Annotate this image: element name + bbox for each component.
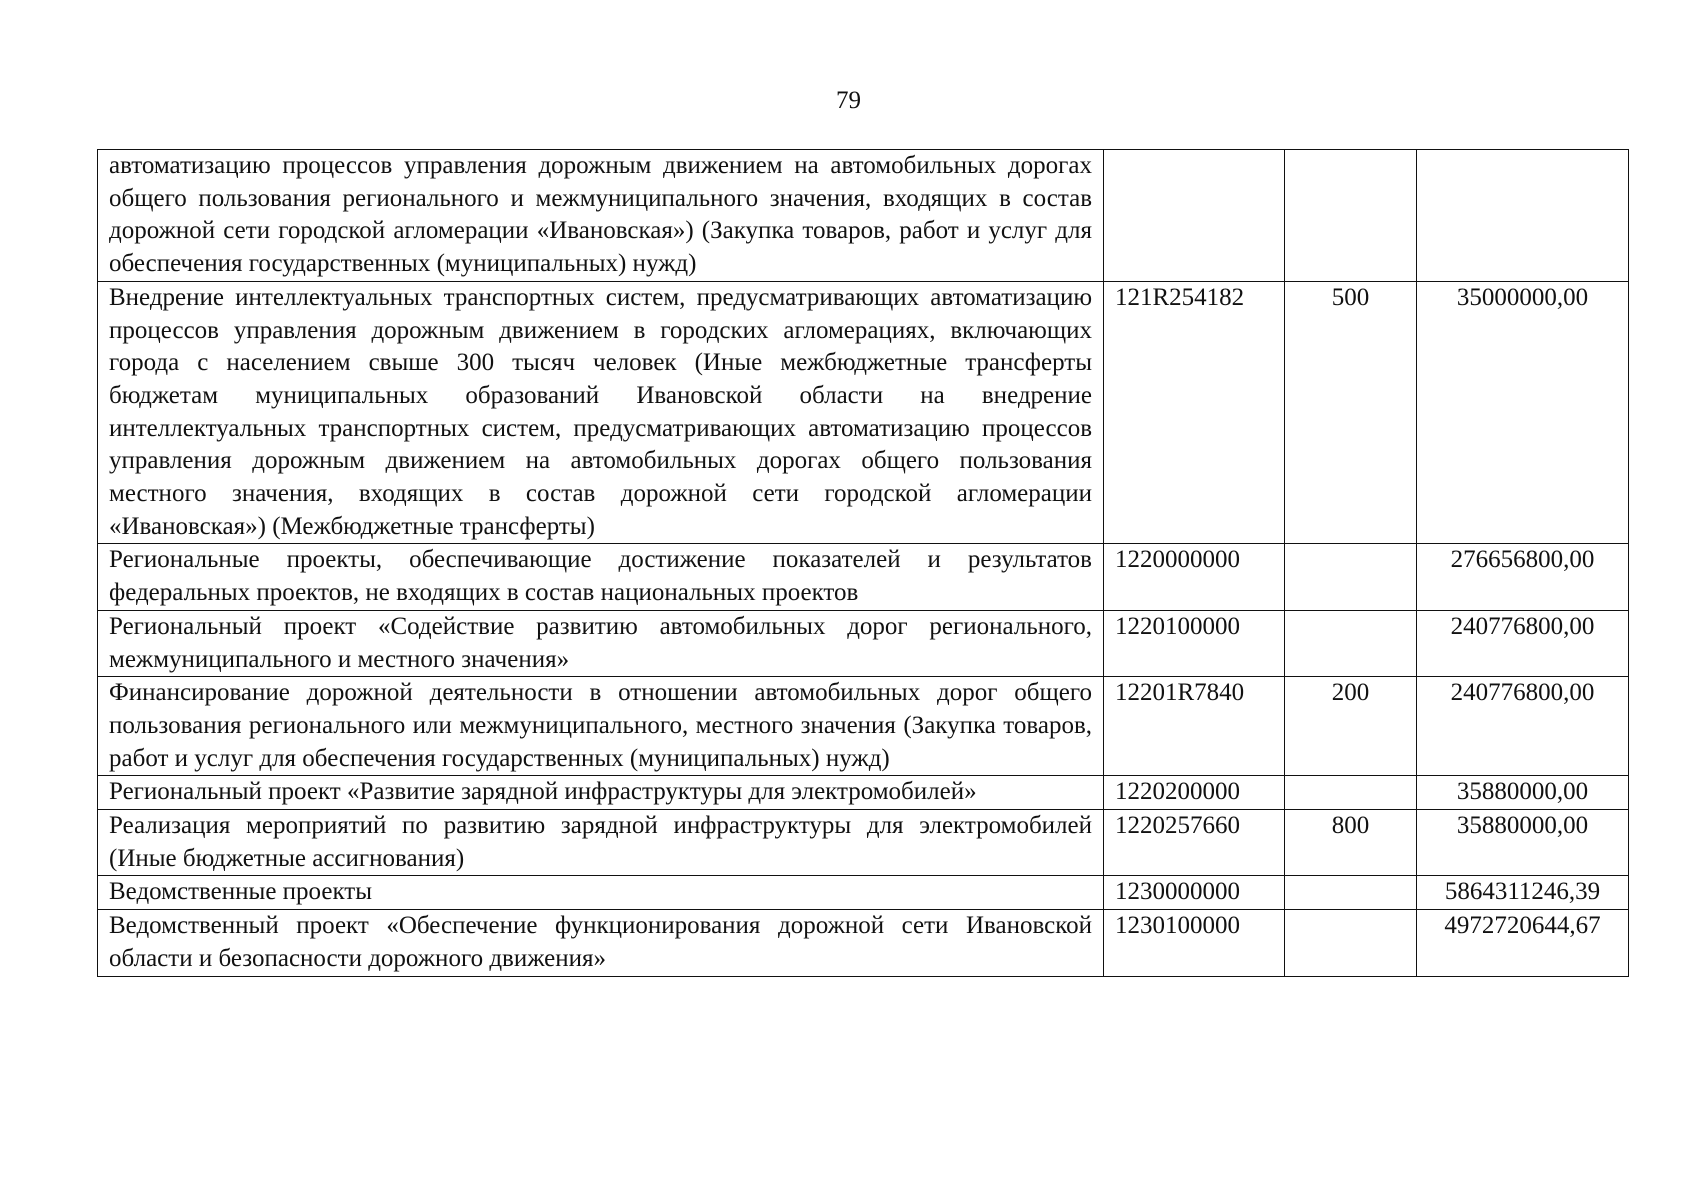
row-code: 1220200000 xyxy=(1104,776,1285,810)
row-type: 500 xyxy=(1285,281,1417,544)
row-type xyxy=(1285,910,1417,976)
table-row xyxy=(98,150,1629,282)
row-code: 1230100000 xyxy=(1104,910,1285,976)
row-sum: 35000000,00 xyxy=(1417,281,1629,544)
row-type xyxy=(1285,150,1417,282)
row-code: 121R254182 xyxy=(1104,281,1285,544)
row-code: 1230000000 xyxy=(1104,876,1285,910)
table-row xyxy=(98,910,1629,976)
row-name: Региональный проект «Содействие развитию автомобильных дорог регионального, межмуниципального и местного значения» xyxy=(98,610,1104,676)
row-type xyxy=(1285,610,1417,676)
table-row xyxy=(98,810,1629,876)
row-code: 1220100000 xyxy=(1104,610,1285,676)
row-sum: 35880000,00 xyxy=(1417,776,1629,810)
row-type: 800 xyxy=(1285,810,1417,876)
row-code xyxy=(1104,150,1285,282)
row-code: 1220257660 xyxy=(1104,810,1285,876)
budget-table xyxy=(97,149,1629,977)
row-name: автоматизацию процессов управления дорожным движением на автомобильных дорогах общего пользования регионального и межмуниципального значения, входящих в состав дорожной сети городской агломерации «Ивановская») (Закупка товаров, работ и услуг для обеспечения государственных (муниципальных) нужд) xyxy=(98,150,1104,282)
row-code: 12201R7840 xyxy=(1104,677,1285,776)
row-code: 1220000000 xyxy=(1104,544,1285,610)
row-name: Внедрение интеллектуальных транспортных систем, предусматривающих автоматизацию процессов управления дорожным движением в городских агломерациях, включающих города с населением свыше 300 тысяч человек (Иные межбюджетные трансферты бюджетам муниципальных образований Ивановской области на внедрение интеллектуальных транспортных систем, предусматривающих автоматизацию процессов управления дорожным движением на автомобильных дорогах общего пользования местного значения, входящих в состав дорожной сети городской агломерации «Ивановская») (Межбюджетные трансферты) xyxy=(98,281,1104,544)
row-sum: 240776800,00 xyxy=(1417,610,1629,676)
table-row xyxy=(98,544,1629,610)
row-type xyxy=(1285,776,1417,810)
row-name: Ведомственный проект «Обеспечение функционирования дорожной сети Ивановской области и безопасности дорожного движения» xyxy=(98,910,1104,976)
table-row xyxy=(98,876,1629,910)
table-row xyxy=(98,281,1629,544)
row-sum: 35880000,00 xyxy=(1417,810,1629,876)
row-sum xyxy=(1417,150,1629,282)
table-row xyxy=(98,677,1629,776)
row-sum: 240776800,00 xyxy=(1417,677,1629,776)
page-number: 79 xyxy=(836,87,861,114)
row-name: Региональный проект «Развитие зарядной инфраструктуры для электромобилей» xyxy=(98,776,1104,810)
row-type xyxy=(1285,876,1417,910)
row-name: Региональные проекты, обеспечивающие достижение показателей и результатов федеральных проектов, не входящих в состав национальных проектов xyxy=(98,544,1104,610)
row-name: Ведомственные проекты xyxy=(98,876,1104,910)
table-row xyxy=(98,610,1629,676)
row-type xyxy=(1285,544,1417,610)
row-sum: 276656800,00 xyxy=(1417,544,1629,610)
row-type: 200 xyxy=(1285,677,1417,776)
row-sum: 4972720644,67 xyxy=(1417,910,1629,976)
table-row xyxy=(98,776,1629,810)
row-name: Реализация мероприятий по развитию зарядной инфраструктуры для электромобилей (Иные бюджетные ассигнования) xyxy=(98,810,1104,876)
row-name: Финансирование дорожной деятельности в отношении автомобильных дорог общего пользования регионального или межмуниципального, местного значения (Закупка товаров, работ и услуг для обеспечения государственных (муниципальных) нужд) xyxy=(98,677,1104,776)
row-sum: 5864311246,39 xyxy=(1417,876,1629,910)
